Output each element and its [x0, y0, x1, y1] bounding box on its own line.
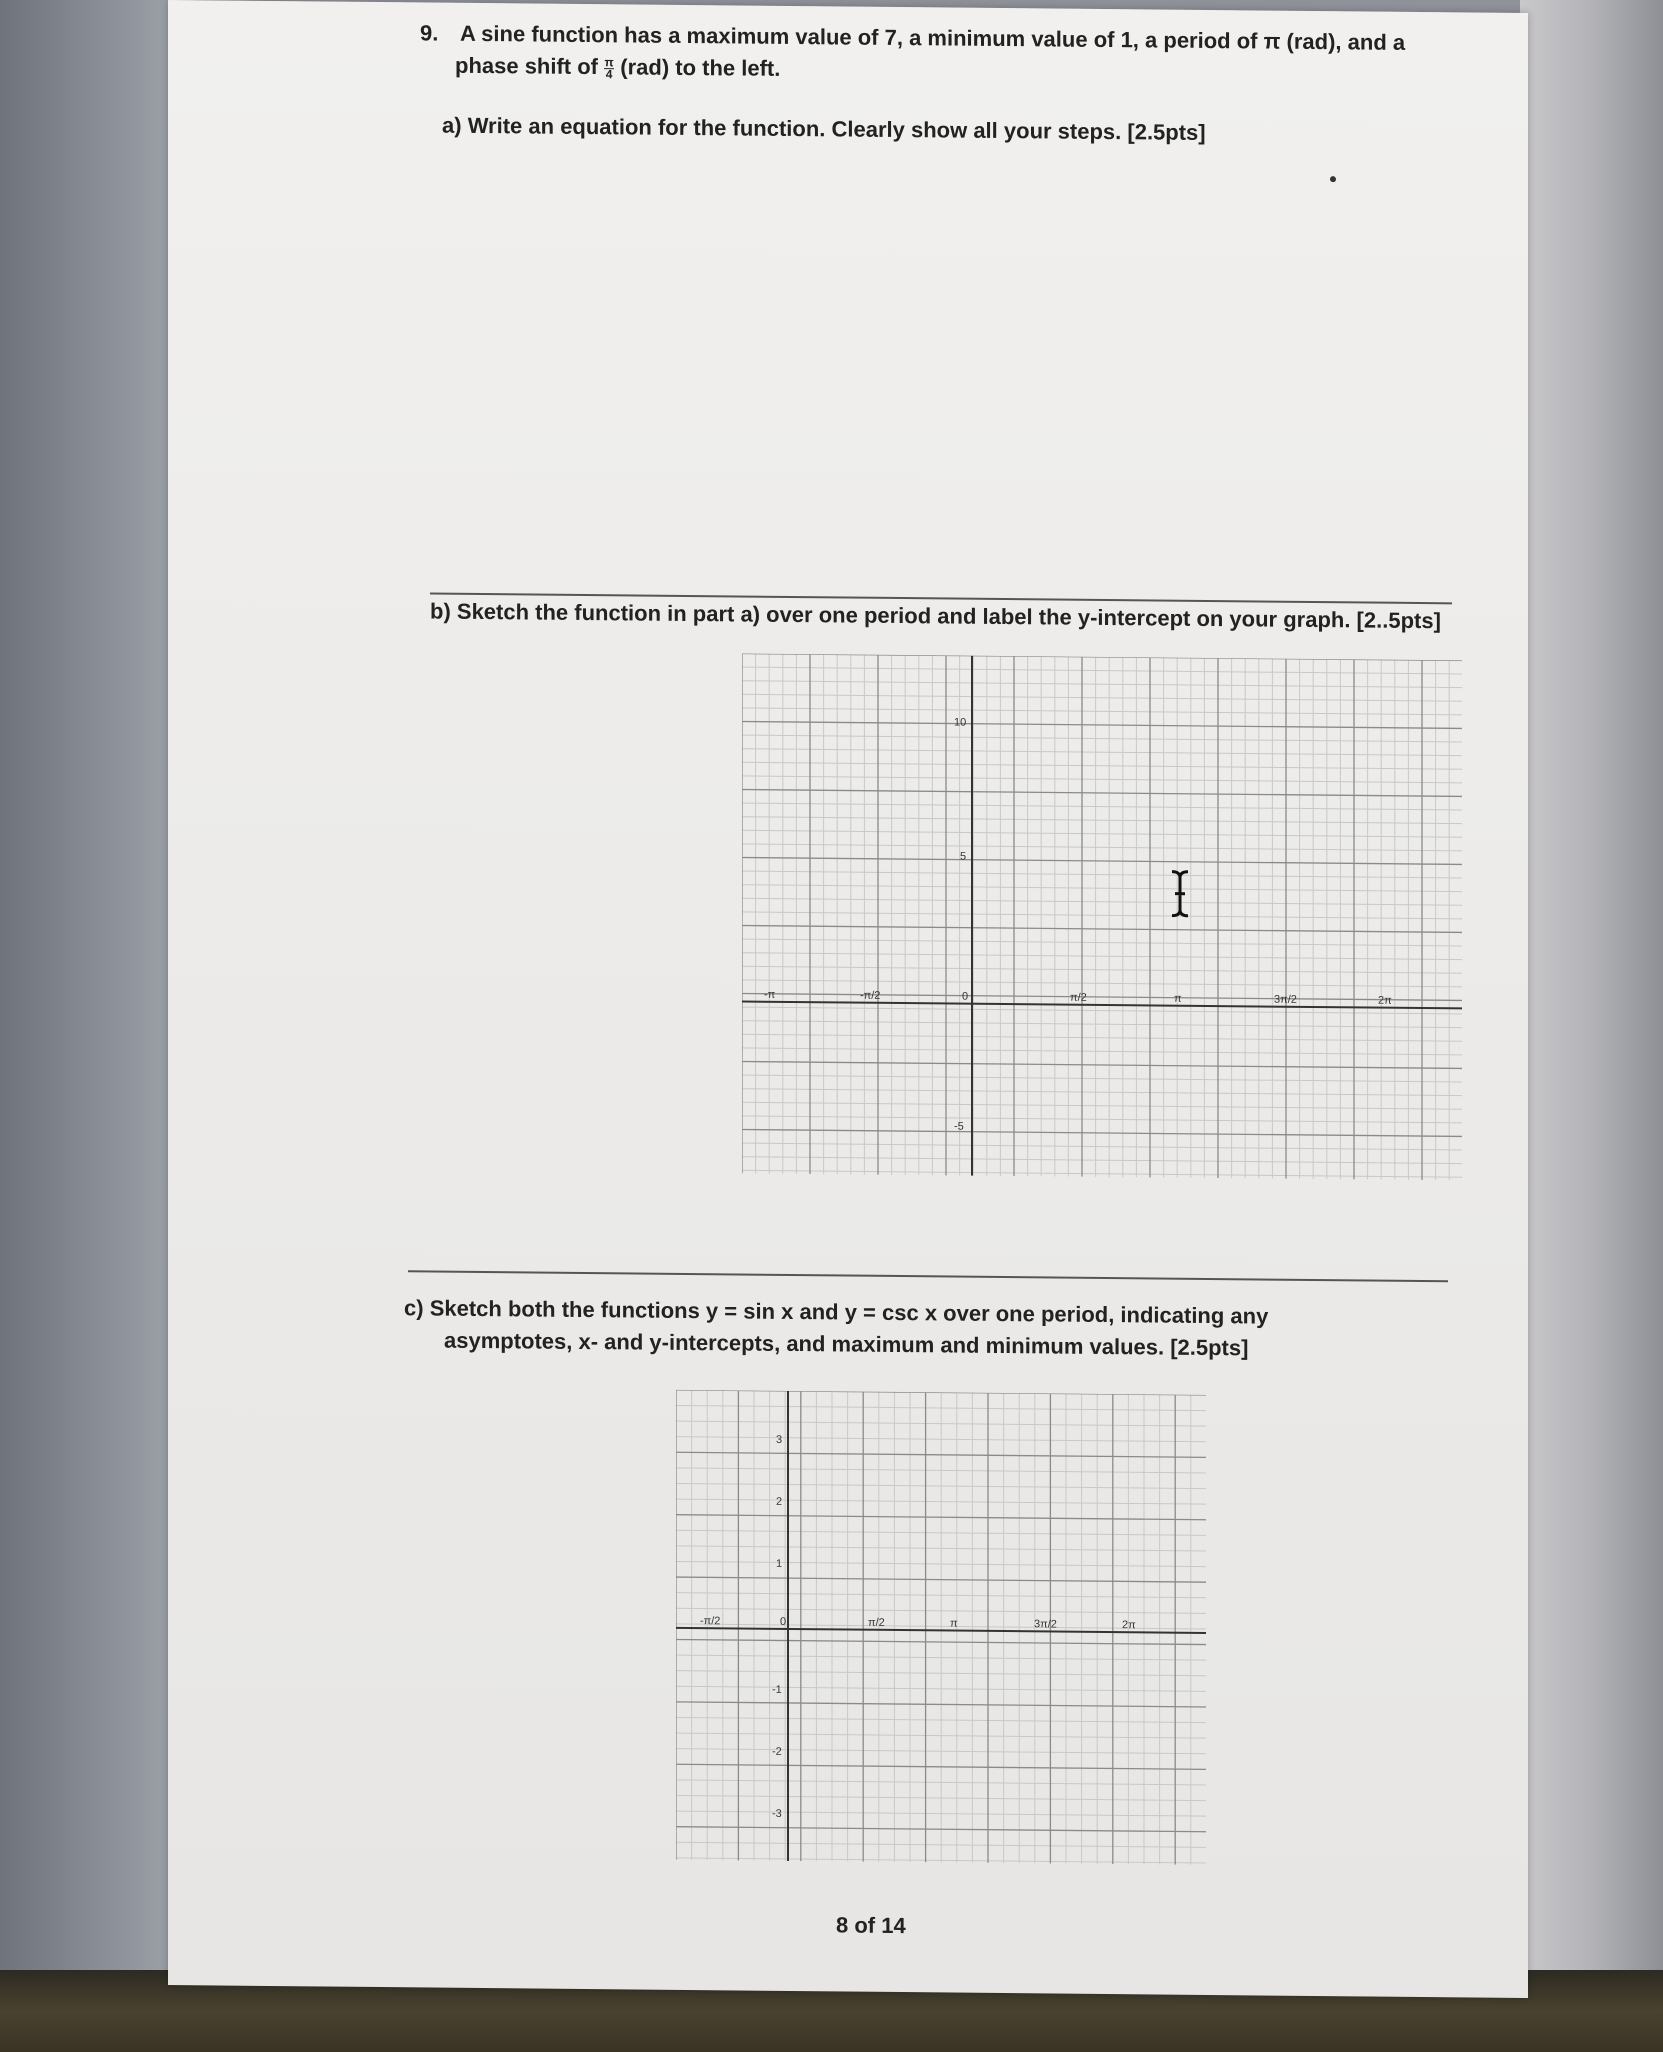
part-c-line-2: asymptotes, x- and y-intercepts, and maximum and minimum values. [2.5pts] — [444, 1327, 1249, 1361]
part-c — [404, 1292, 1268, 1364]
part-b — [430, 599, 1441, 635]
y-label-5: 5 — [960, 850, 967, 863]
xc-label-3pi-half: 3π/2 — [1034, 1618, 1057, 1631]
text-cursor-icon — [1168, 870, 1192, 923]
yc-label-neg-2: -2 — [772, 1745, 782, 1758]
worksheet-page — [168, 0, 1528, 1998]
yc-label-neg-3: -3 — [772, 1807, 782, 1820]
yc-label-3: 3 — [776, 1433, 783, 1446]
part-a-label: a) — [442, 112, 462, 138]
graph-b[interactable] — [742, 654, 1462, 1186]
x-label-pi-half: π/2 — [1070, 991, 1087, 1004]
x-label-neg-pi: -π — [764, 988, 776, 1001]
xc-label-pi: π — [950, 1617, 958, 1630]
part-c-label: c) — [404, 1295, 424, 1321]
question-line-1: A sine function has a maximum value of 7, a minimum value of 1, a period of π (rad), and a — [460, 20, 1406, 55]
fraction-numerator: π — [604, 54, 614, 69]
part-b-text: Sketch the function in part a) over one period and label the y-intercept on your graph. [2..5pts] — [456, 598, 1441, 634]
section-divider-2 — [408, 1270, 1448, 1282]
part-c-line-1: Sketch both the functions y = sin x and y = csc x over one period, indicating any — [429, 1295, 1269, 1329]
page-number: 8 of 14 — [836, 1912, 906, 1939]
part-b-label: b) — [430, 598, 451, 624]
xc-label-2pi: 2π — [1122, 1619, 1136, 1632]
phase-shift-suffix: (rad) to the left. — [620, 54, 781, 81]
x-label-2pi: 2π — [1378, 994, 1392, 1007]
yc-label-2: 2 — [776, 1495, 783, 1508]
background-left — [0, 0, 175, 1990]
xc-label-neg-pi-half: -π/2 — [700, 1615, 721, 1628]
xc-label-zero: 0 — [780, 1615, 787, 1628]
stray-mark — [1330, 176, 1336, 182]
x-label-neg-pi-half: -π/2 — [860, 989, 881, 1002]
x-label-zero: 0 — [962, 990, 969, 1003]
graph-b-grid[interactable] — [742, 654, 1462, 1181]
part-a-text: Write an equation for the function. Clearly show all your steps. [2.5pts] — [467, 112, 1206, 145]
phase-shift-fraction — [604, 54, 614, 81]
xc-label-pi-half: π/2 — [868, 1616, 885, 1629]
fraction-denominator: 4 — [605, 66, 613, 81]
part-a — [442, 113, 1206, 146]
y-label-10: 10 — [954, 716, 967, 729]
background-right — [1520, 0, 1663, 1990]
question-line-2 — [455, 51, 1355, 90]
x-label-pi: π — [1174, 992, 1182, 1005]
phase-shift-prefix: phase shift of — [455, 52, 599, 80]
yc-label-neg-1: -1 — [772, 1683, 782, 1696]
graph-c[interactable] — [676, 1390, 1206, 1870]
x-label-3pi-half: 3π/2 — [1274, 993, 1297, 1006]
yc-label-1: 1 — [776, 1557, 783, 1570]
y-label-neg-5: -5 — [954, 1120, 964, 1133]
question-number: 9. — [420, 20, 439, 46]
grid-line-h — [742, 654, 1462, 661]
graph-c-grid[interactable] — [676, 1390, 1206, 1865]
